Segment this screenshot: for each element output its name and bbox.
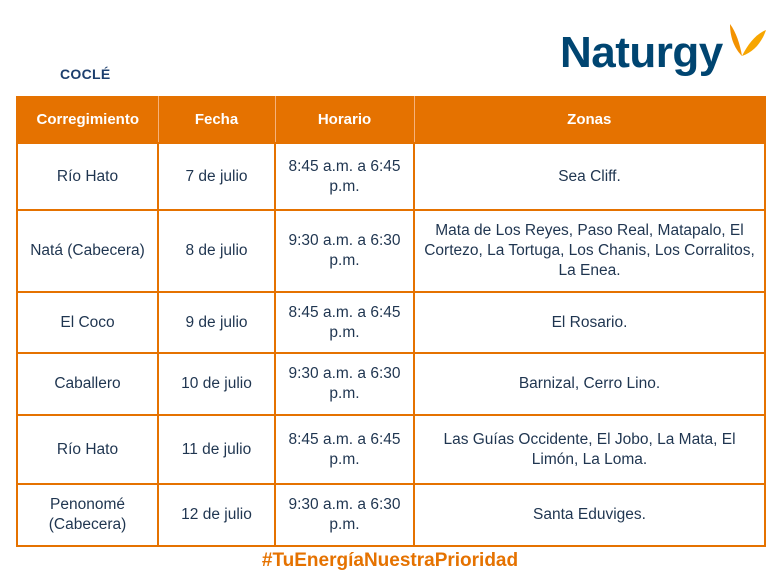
cell-zonas: Sea Cliff. xyxy=(414,143,765,210)
cell-horario: 8:45 a.m. a 6:45 p.m. xyxy=(275,415,414,484)
cell-fecha: 8 de julio xyxy=(158,210,275,292)
table-row xyxy=(17,353,765,415)
cell-corregimiento: Río Hato xyxy=(17,143,158,210)
cell-horario: 9:30 a.m. a 6:30 p.m. xyxy=(275,210,414,292)
cell-zonas: Santa Eduviges. xyxy=(414,484,765,546)
cell-zonas: Las Guías Occidente, El Jobo, La Mata, El Limón, La Loma. xyxy=(414,415,765,484)
cell-fecha: 12 de julio xyxy=(158,484,275,546)
cell-zonas: El Rosario. xyxy=(414,292,765,353)
header-fecha: Fecha xyxy=(158,96,275,143)
header-horario: Horario xyxy=(275,96,414,143)
cell-zonas: Mata de Los Reyes, Paso Real, Matapalo, El Cortezo, La Tortuga, Los Chanis, Los Corralitos, La Enea. xyxy=(414,210,765,292)
cell-horario: 8:45 a.m. a 6:45 p.m. xyxy=(275,292,414,353)
cell-zonas: Barnizal, Cerro Lino. xyxy=(414,353,765,415)
hashtag: #TuEnergíaNuestraPrioridad xyxy=(261,550,519,571)
cell-fecha: 10 de julio xyxy=(158,353,275,415)
table-row xyxy=(17,210,765,292)
cell-corregimiento: Caballero xyxy=(17,353,158,415)
cell-fecha: 9 de julio xyxy=(158,292,275,353)
cell-corregimiento: Río Hato xyxy=(17,415,158,484)
cell-fecha: 7 de julio xyxy=(158,143,275,210)
cell-horario: 8:45 a.m. a 6:45 p.m. xyxy=(275,143,414,210)
cell-corregimiento: Natá (Cabecera) xyxy=(17,210,158,292)
naturgy-logo xyxy=(560,22,770,82)
header-corregimiento: Corregimiento xyxy=(17,96,158,143)
header-zonas: Zonas xyxy=(414,96,765,143)
schedule-table xyxy=(16,96,766,547)
table-row xyxy=(17,292,765,353)
table-header-row xyxy=(17,96,765,143)
table-row xyxy=(17,484,765,546)
cell-horario: 9:30 a.m. a 6:30 p.m. xyxy=(275,353,414,415)
cell-fecha: 11 de julio xyxy=(158,415,275,484)
region-title: COCLÉ xyxy=(60,66,111,82)
logo-wordmark: Naturgy xyxy=(560,28,723,77)
table-row xyxy=(17,415,765,484)
cell-corregimiento: El Coco xyxy=(17,292,158,353)
cell-horario: 9:30 a.m. a 6:30 p.m. xyxy=(275,484,414,546)
butterfly-icon xyxy=(726,22,768,66)
cell-corregimiento: Penonomé (Cabecera) xyxy=(17,484,158,546)
table-row xyxy=(17,143,765,210)
